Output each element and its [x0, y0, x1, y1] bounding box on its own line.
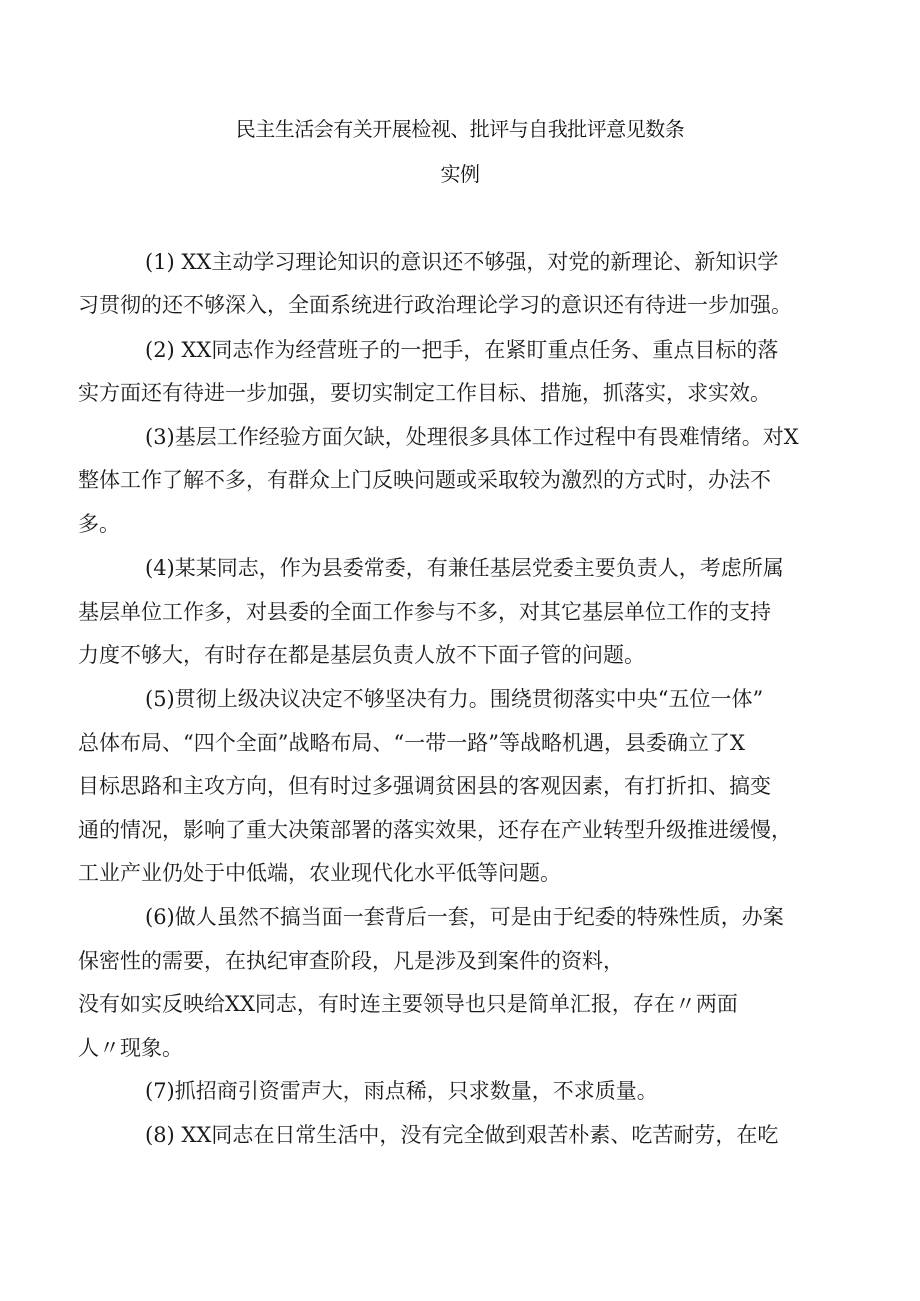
item-2-line-1: (2) XX同志作为经营班子的一把手，在紧盯重点任务、重点目标的落	[145, 338, 779, 362]
item-5-line-4: 通的情况，影响了重大决策部署的落实效果，还存在产业转型升级推进缓慢，	[78, 818, 792, 842]
item-6-line-4: 人〃现象。	[78, 1036, 183, 1060]
document-title-line-1: 民主生活会有关开展检视、批评与自我批评意见数条	[235, 117, 685, 141]
item-2-line-2: 实方面还有待进一步加强，要切实制定工作目标、措施，抓落实，求实效。	[78, 381, 771, 405]
item-6-line-2: 保密性的需要，在执纪审查阶段，凡是涉及到案件的资料，	[78, 949, 624, 973]
item-5-line-2: 总体布局、“四个全面”战略布局、“一带一路”等战略机遇，县委确立了X	[78, 731, 745, 755]
item-4-line-2: 基层单位工作多，对县委的全面工作参与不多，对其它基层单位工作的支持	[78, 600, 771, 624]
item-3-line-3: 多。	[78, 512, 120, 536]
item-5-line-5: 工业产业仍处于中低端，农业现代化水平低等问题。	[78, 861, 561, 885]
item-3-line-2: 整体工作了解不多，有群众上门反映问题或采取较为激烈的方式时，办法不	[78, 468, 771, 492]
item-6-line-3: 没有如实反映给XX同志，有时连主要领导也只是简单汇报，存在〃两面	[78, 992, 738, 1016]
item-4-line-3: 力度不够大，有时存在都是基层负责人放不下面子管的问题。	[78, 643, 645, 667]
item-1-line-2: 习贯彻的还不够深入，全面系统进行政治理论学习的意识还有待进一步加强。	[78, 293, 792, 317]
item-5-line-1: (5)贯彻上级决议决定不够坚决有力。围绕贯彻落实中央“五位一体”	[145, 687, 764, 711]
document-title-line-2: 实例	[440, 162, 480, 186]
item-5-line-3: 目标思路和主攻方向，但有时过多强调贫困县的客观因素，有打折扣、搞变	[78, 774, 771, 798]
item-1-line-1: (1) XX主动学习理论知识的意识还不够强，对党的新理论、新知识学	[145, 250, 779, 274]
item-3-line-1: (3)基层工作经验方面欠缺，处理很多具体工作过程中有畏难情绪。对X	[145, 425, 799, 449]
item-4-line-1: (4)某某同志，作为县委常委，有兼任基层党委主要负责人，考虑所属	[145, 556, 784, 580]
item-6-line-1: (6)做人虽然不搞当面一套背后一套，可是由于纪委的特殊性质，办案	[145, 905, 784, 929]
item-8-line-1: (8) XX同志在日常生活中，没有完全做到艰苦朴素、吃苦耐劳，在吃	[145, 1123, 779, 1147]
item-7-line-1: (7)抓招商引资雷声大，雨点稀，只求数量，不求质量。	[145, 1079, 658, 1103]
